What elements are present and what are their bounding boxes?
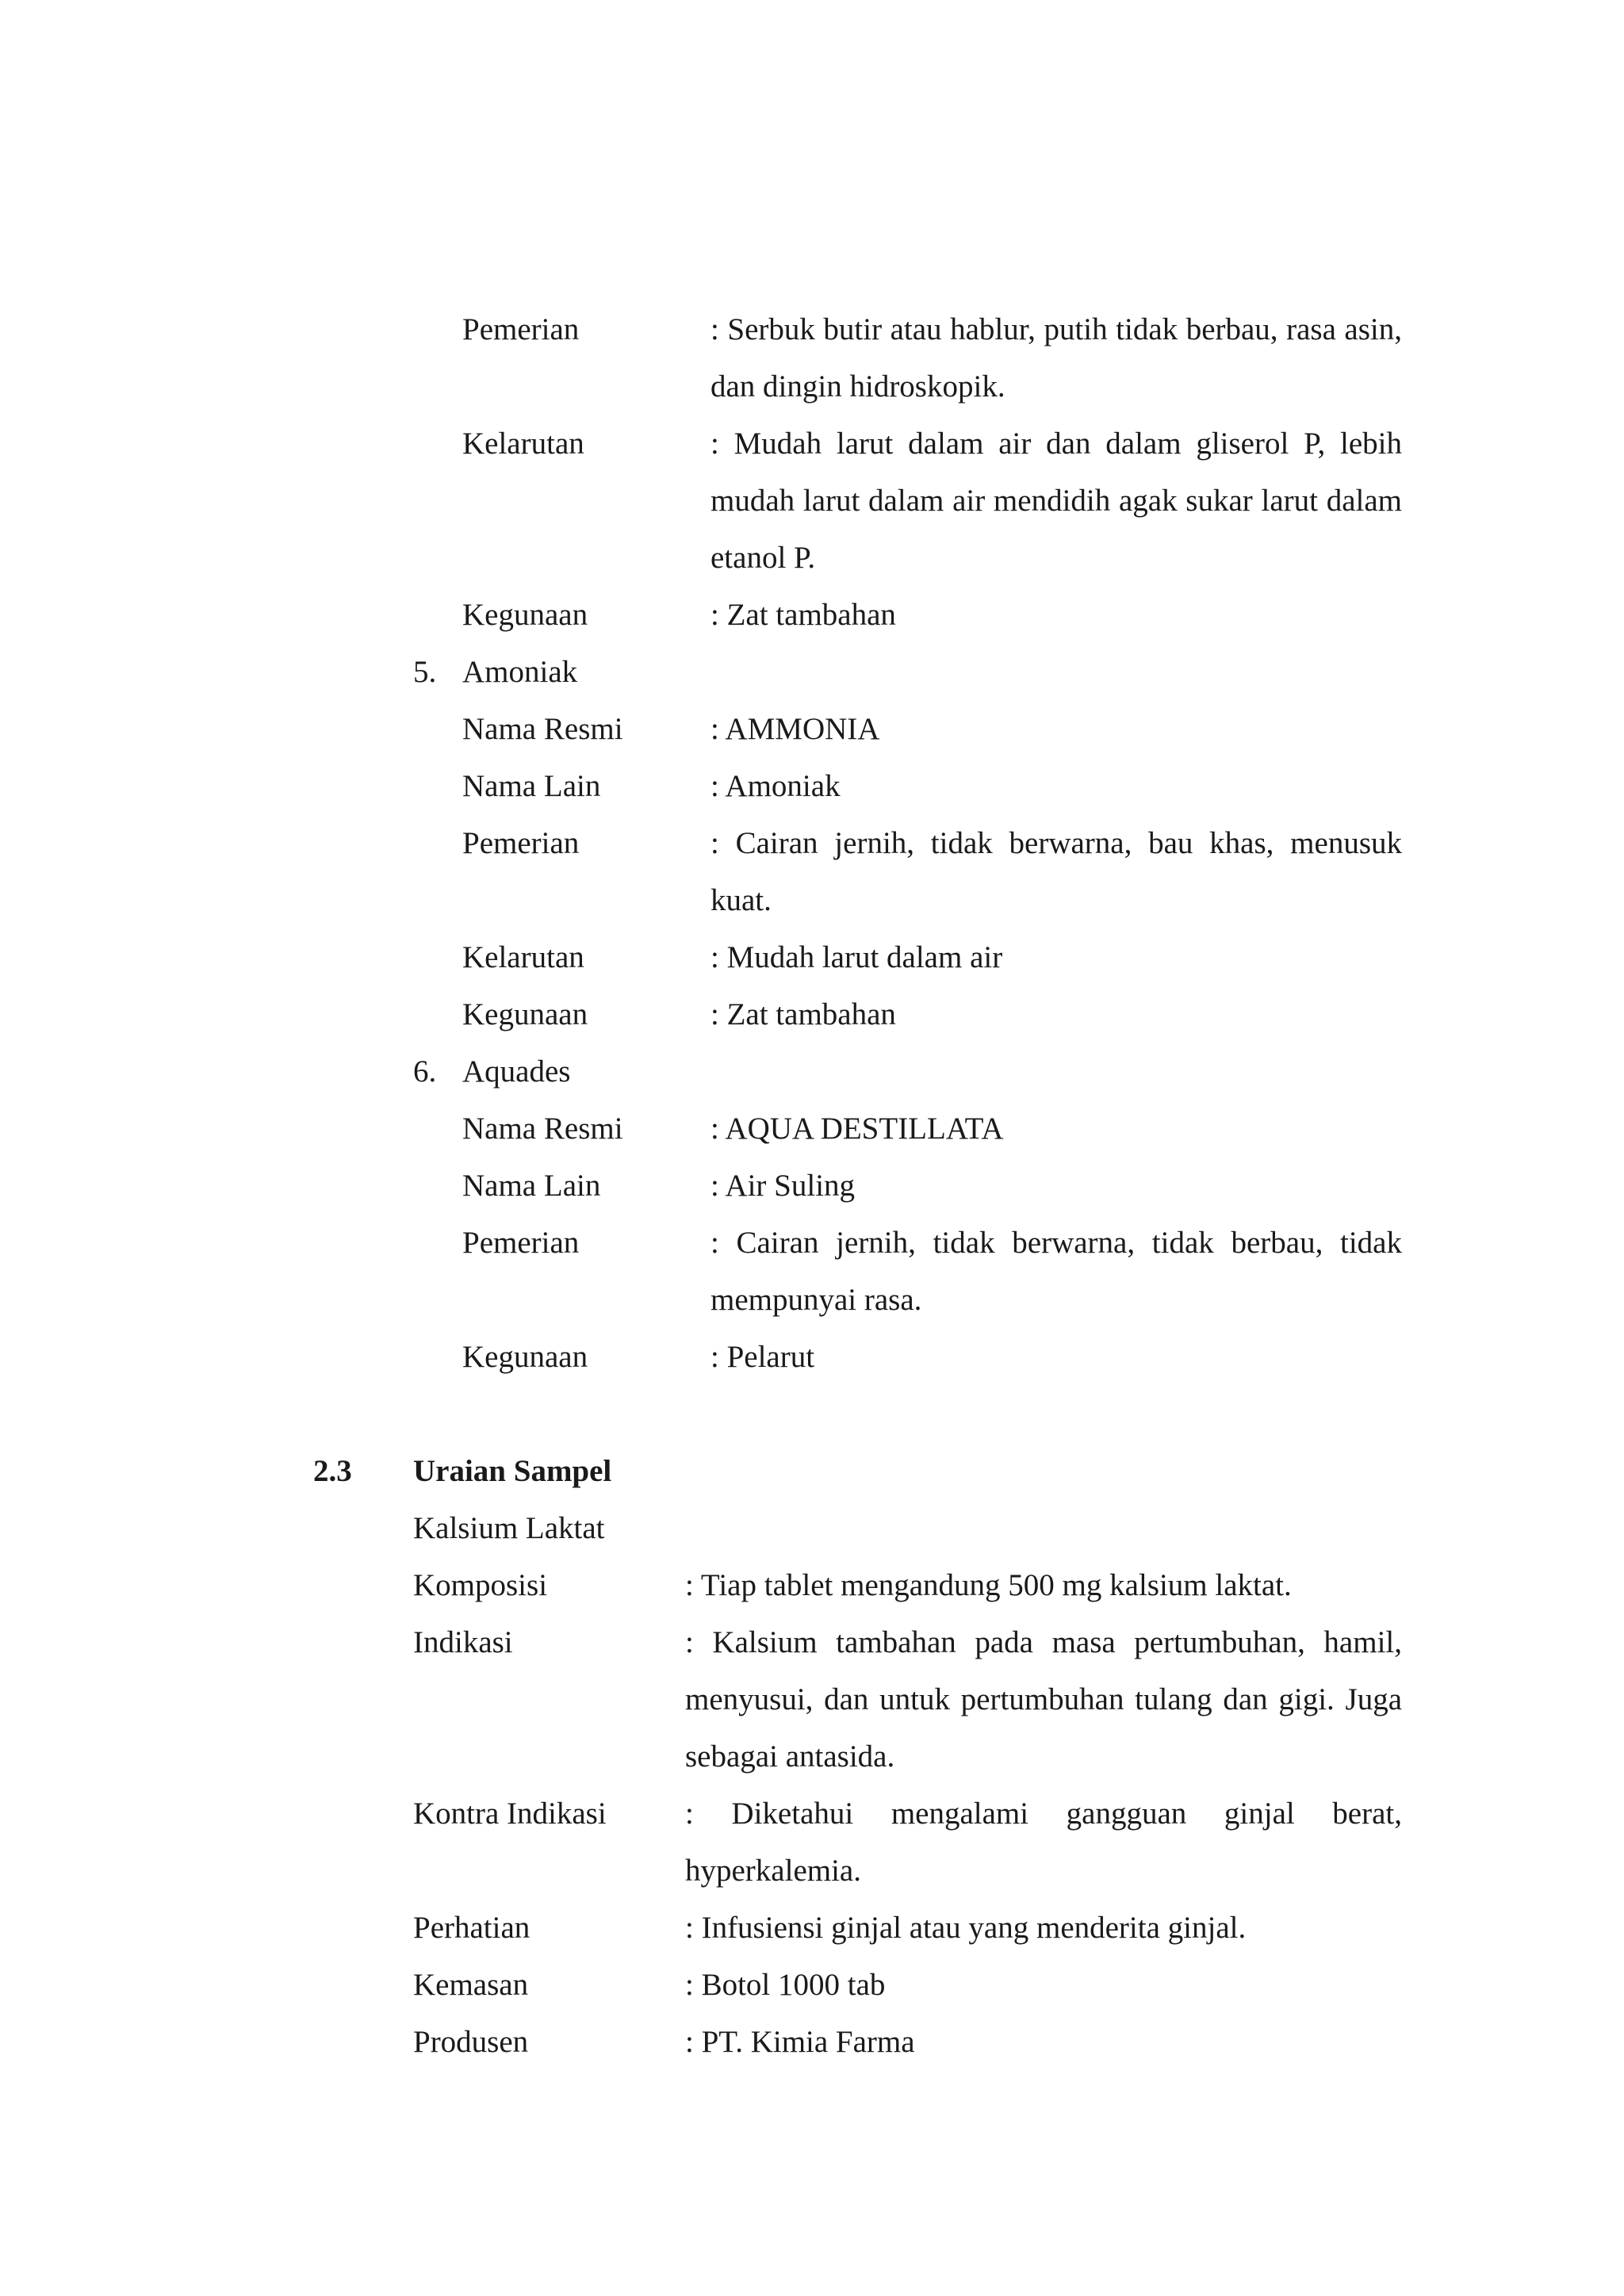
entry-label: Nama Resmi (462, 1112, 623, 1146)
entry-pemerian (0, 1215, 1624, 1329)
entry-label: Kegunaan (462, 997, 588, 1031)
entry-value: : Kalsium tambahan pada masa pertumbuhan, hamil, menyusui, dan untuk pertumbuhan tulang dan gigi. Juga sebagai antasida. (685, 1625, 1402, 1774)
entry-kemasan (0, 1957, 1624, 2014)
entry-value: : Diketahui mengalami gangguan ginjal berat, hyperkalemia. (685, 1797, 1402, 1888)
sample-name: Kalsium Laktat (413, 1511, 605, 1545)
entry-label: Pemerian (462, 1226, 580, 1260)
section-heading (0, 1443, 1624, 1500)
entry-value: : AQUA DESTILLATA (710, 1112, 1004, 1146)
entry-label: Kontra Indikasi (413, 1797, 607, 1831)
entry-value: : Cairan jernih, tidak berwarna, tidak berbau, tidak mempunyai rasa. (710, 1226, 1402, 1317)
entry-label: Kegunaan (462, 1340, 588, 1374)
entry-perhatian (0, 1900, 1624, 1957)
entry-value: : Infusiensi ginjal atau yang menderita ginjal. (685, 1911, 1247, 1945)
entry-value: : Serbuk butir atau hablur, putih tidak berbau, rasa asin, dan dingin hidroskopik. (710, 312, 1402, 404)
entry-label: Nama Lain (462, 769, 601, 803)
entry-label: Nama Resmi (462, 712, 623, 746)
entry-value: : Mudah larut dalam air (710, 940, 1003, 974)
entry-label: Kelarutan (462, 427, 584, 461)
entry-nama-lain (0, 1158, 1624, 1215)
entry-kegunaan (0, 986, 1624, 1043)
entry-label: Kemasan (413, 1968, 529, 2002)
item-6-heading (0, 1043, 1624, 1100)
entry-label: Komposisi (413, 1568, 548, 1602)
section-number: 2.3 (313, 1454, 352, 1488)
entry-value: : Zat tambahan (710, 997, 896, 1031)
entry-value: : Cairan jernih, tidak berwarna, bau khas, menusuk kuat. (710, 826, 1402, 917)
entry-value: : Tiap tablet mengandung 500 mg kalsium laktat. (685, 1568, 1292, 1602)
entry-nama-resmi (0, 701, 1624, 758)
entry-indikasi (0, 1614, 1624, 1785)
entry-kegunaan (0, 587, 1624, 644)
entry-kelarutan (0, 415, 1624, 587)
section-title: Uraian Sampel (413, 1454, 612, 1488)
entry-kelarutan (0, 929, 1624, 986)
document-page (0, 301, 1624, 2071)
entry-value: : PT. Kimia Farma (685, 2025, 915, 2059)
entry-value: : Pelarut (710, 1340, 815, 1374)
entry-label: Produsen (413, 2025, 529, 2059)
entry-value: : Amoniak (710, 769, 841, 803)
entry-value: : Air Suling (710, 1169, 856, 1203)
entry-produsen (0, 2014, 1624, 2071)
entry-nama-resmi (0, 1100, 1624, 1158)
item-number: 6. (413, 1054, 437, 1089)
entry-value: : Botol 1000 tab (685, 1968, 886, 2002)
entry-value: : Mudah larut dalam air dan dalam gliserol P, lebih mudah larut dalam air mendidih agak sukar larut dalam etanol P. (710, 427, 1402, 575)
entry-label: Pemerian (462, 826, 580, 860)
entry-kegunaan (0, 1329, 1624, 1386)
entry-label: Perhatian (413, 1911, 530, 1945)
entry-label: Nama Lain (462, 1169, 601, 1203)
entry-nama-lain (0, 758, 1624, 815)
entry-value: : AMMONIA (710, 712, 880, 746)
item-title: Amoniak (462, 655, 578, 689)
entry-label: Kegunaan (462, 598, 588, 632)
entry-komposisi (0, 1557, 1624, 1614)
entry-label: Indikasi (413, 1625, 513, 1659)
entry-kontra-indikasi (0, 1785, 1624, 1900)
item-title: Aquades (462, 1054, 571, 1089)
entry-pemerian (0, 301, 1624, 415)
entry-value: : Zat tambahan (710, 598, 896, 632)
item-5-heading (0, 644, 1624, 701)
item-number: 5. (413, 655, 437, 689)
entry-label: Pemerian (462, 312, 580, 346)
entry-pemerian (0, 815, 1624, 929)
entry-label: Kelarutan (462, 940, 584, 974)
